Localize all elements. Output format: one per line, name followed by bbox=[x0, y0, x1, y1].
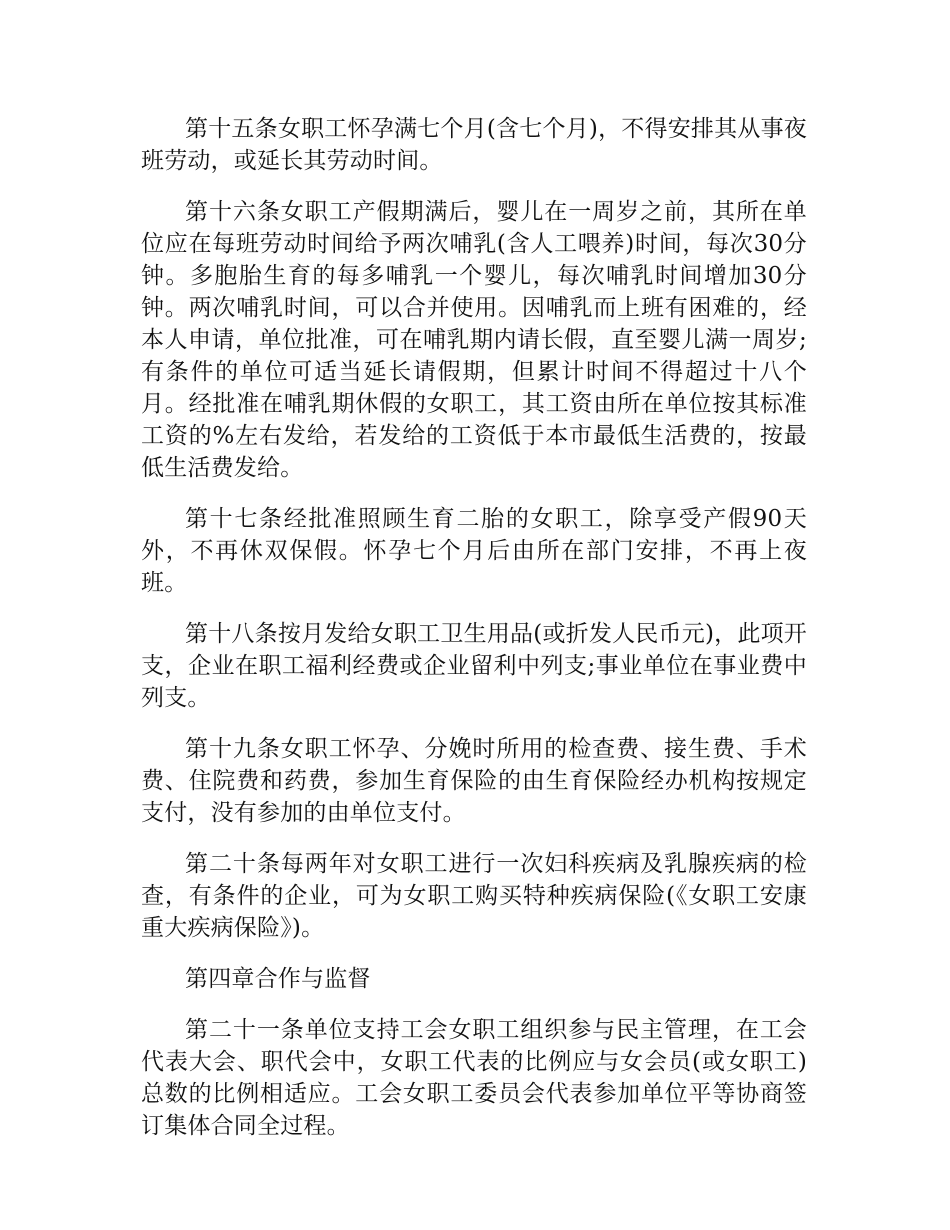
article-17: 第十七条经批准照顾生育二胎的女职工，除享受产假90天外，不再休双保假。怀孕七个月后由所在部门安排，不再上夜班。 bbox=[141, 506, 807, 596]
article-15: 第十五条女职工怀孕满七个月(含七个月)，不得安排其从事夜班劳动，或延长其劳动时间。 bbox=[141, 116, 807, 174]
document-body bbox=[141, 113, 807, 1161]
article-20: 第二十条每两年对女职工进行一次妇科疾病及乳腺疾病的检查，有条件的企业，可为女职工购买特种疾病保险(《女职工安康重大疾病保险》)。 bbox=[141, 851, 807, 941]
article-21: 第二十一条单位支持工会女职工组织参与民主管理，在工会代表大会、职代会中，女职工代表的比例应与女会员(或女职工)总数的比例相适应。工会女职工委员会代表参加单位平等协商签订集体合同全过程。 bbox=[141, 1017, 807, 1139]
article-18: 第十八条按月发给女职工卫生用品(或折发人民币元)，此项开支，企业在职工福利经费或企业留利中列支;事业单位在事业费中列支。 bbox=[141, 621, 807, 711]
chapter-heading: 第四章合作与监督 bbox=[185, 966, 371, 992]
article-16: 第十六条女职工产假期满后，婴儿在一周岁之前，其所在单位应在每班劳动时间给予两次哺乳(含人工喂养)时间，每次30分钟。多胞胎生育的每多哺乳一个婴儿，每次哺乳时间增加30分钟。两次哺乳时间，可以合并使用。因哺乳而上班有困难的，经本人申请，单位批准，可在哺乳期内请长假，直至婴儿满一周岁;有条件的单位可适当延长请假期，但累计时间不得超过十八个月。经批准在哺乳期休假的女职工，其工资由所在单位按其标准工资的%左右发给，若发给的工资低于本市最低生活费的，按最低生活费发给。 bbox=[141, 199, 807, 481]
article-19: 第十九条女职工怀孕、分娩时所用的检查费、接生费、手术费、住院费和药费，参加生育保险的由生育保险经办机构按规定支付，没有参加的由单位支付。 bbox=[141, 736, 807, 826]
